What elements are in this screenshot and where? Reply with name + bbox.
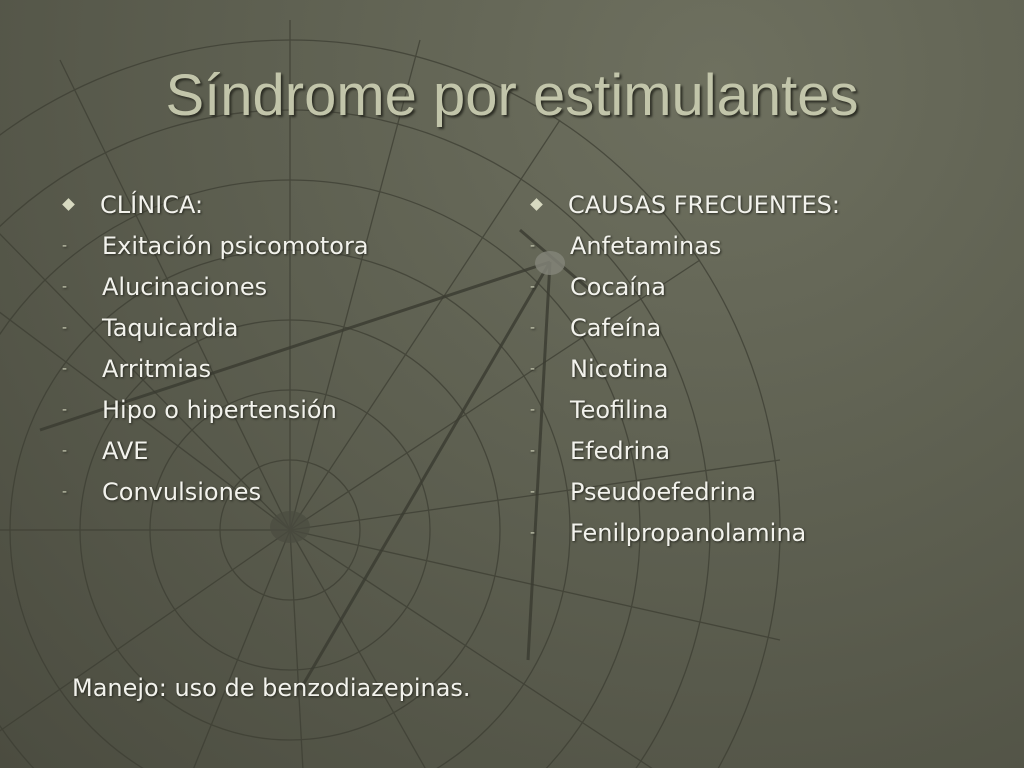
dash-bullet-icon: - [62, 237, 68, 254]
clinica-heading: CLÍNICA: [100, 190, 204, 219]
list-item [60, 307, 490, 348]
list-item-label: Nicotina [570, 354, 669, 383]
diamond-bullet-icon [60, 198, 100, 212]
list-item [528, 307, 968, 348]
diamond-bullet-icon [528, 198, 568, 212]
list-item-label: Convulsiones [102, 477, 262, 506]
dash-bullet-icon: - [62, 319, 68, 336]
causas-column [528, 184, 968, 553]
list-item [528, 389, 968, 430]
list-item-label: Exitación psicomotora [102, 231, 369, 260]
dash-bullet-icon: - [530, 360, 536, 377]
list-item-label: Cafeína [570, 313, 662, 342]
clinica-heading-row [60, 184, 490, 225]
list-item-label: AVE [102, 436, 149, 465]
list-item [528, 471, 968, 512]
dash-bullet-icon: - [530, 278, 536, 295]
list-item-label: Arritmias [102, 354, 212, 383]
list-item [60, 471, 490, 512]
list-item-label: Fenilpropanolamina [570, 518, 807, 547]
causas-heading-row [528, 184, 968, 225]
list-item [528, 512, 968, 553]
list-item-label: Taquicardia [102, 313, 239, 342]
list-item [60, 348, 490, 389]
list-item [60, 225, 490, 266]
list-item [528, 266, 968, 307]
dash-bullet-icon: - [62, 401, 68, 418]
list-item [60, 430, 490, 471]
dash-bullet-icon: - [530, 319, 536, 336]
list-item-label: Cocaína [570, 272, 666, 301]
list-item-label: Efedrina [570, 436, 671, 465]
clinica-column [60, 184, 490, 512]
dash-bullet-icon: - [62, 278, 68, 295]
dash-bullet-icon: - [530, 483, 536, 500]
list-item-label: Hipo o hipertensión [102, 395, 337, 424]
dash-bullet-icon: - [530, 524, 536, 541]
dash-bullet-icon: - [530, 442, 536, 459]
list-item [60, 266, 490, 307]
list-item-label: Teofilina [570, 395, 669, 424]
list-item [60, 389, 490, 430]
slide-title: Síndrome por estimulantes [165, 63, 859, 128]
dash-bullet-icon: - [62, 360, 68, 377]
list-item [528, 430, 968, 471]
list-item-label: Alucinaciones [102, 272, 268, 301]
causas-heading: CAUSAS FRECUENTES: [568, 190, 840, 219]
list-item-label: Pseudoefedrina [570, 477, 757, 506]
dash-bullet-icon: - [530, 401, 536, 418]
list-item [528, 348, 968, 389]
dash-bullet-icon: - [62, 483, 68, 500]
dash-bullet-icon: - [530, 237, 536, 254]
list-item [528, 225, 968, 266]
dash-bullet-icon: - [62, 442, 68, 459]
list-item-label: Anfetaminas [570, 231, 722, 260]
management-note: Manejo: uso de benzodiazepinas. [72, 674, 471, 702]
